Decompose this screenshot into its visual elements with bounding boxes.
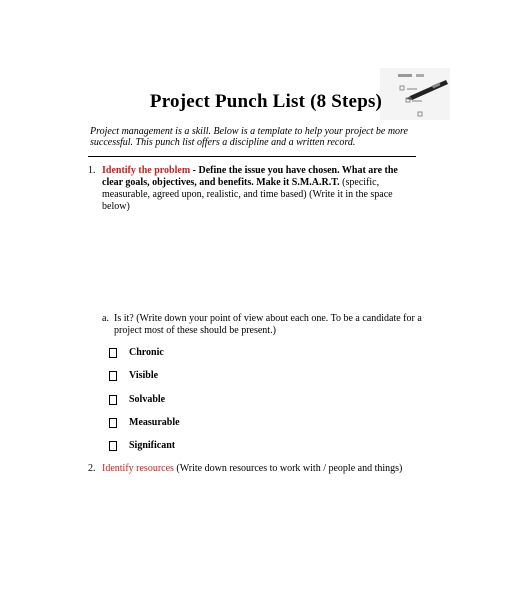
criterion-solvable[interactable] [109,394,165,405]
checkbox-icon[interactable] [109,348,117,358]
step-bold-text: - Define the issue you have chosen. What are the clear goals, objectives, and benefits. Make it S.M.A.R.T. [102,165,398,188]
checkbox-icon[interactable] [109,441,117,451]
step-1 [88,165,418,213]
step-plain-text: (Write down resources to work with / people and things) [173,463,403,474]
criterion-significant[interactable] [109,440,175,451]
step-heading: Identify the problem [102,165,191,176]
divider [88,156,416,157]
sub-question [102,313,422,337]
checkbox-icon[interactable] [109,395,117,405]
criterion-label: Significant [129,440,176,451]
criterion-label: Solvable [129,394,166,405]
checkbox-icon[interactable] [109,418,117,428]
sub-question-letter: a. [102,313,109,324]
page-title: Project Punch List (8 Steps) [149,91,383,112]
step-body [102,463,418,475]
criterion-label: Measurable [129,417,180,428]
checkbox-icon[interactable] [109,371,117,381]
intro-text: Project management is a skill. Below is a template to help your project be more successful. This punch list offers a discipline and a written record. [90,126,408,148]
criterion-measurable[interactable] [109,417,180,428]
step-body [102,165,418,213]
step-2 [88,463,418,475]
step-number: 2. [88,463,96,474]
sub-question-text: Is it? (Write down your point of view about each one. To be a candidate for a project most of these should be present.) [114,313,422,336]
criterion-visible[interactable] [109,370,158,381]
criterion-chronic[interactable] [109,347,164,358]
step-plain-text: (specific, measurable, agreed upon, realistic, and time based) (Write it in the space below) [102,177,393,212]
step-number: 1. [88,165,96,176]
step-heading: Identify resources [102,463,174,474]
criterion-label: Chronic [129,347,164,358]
criterion-label: Visible [129,370,159,381]
